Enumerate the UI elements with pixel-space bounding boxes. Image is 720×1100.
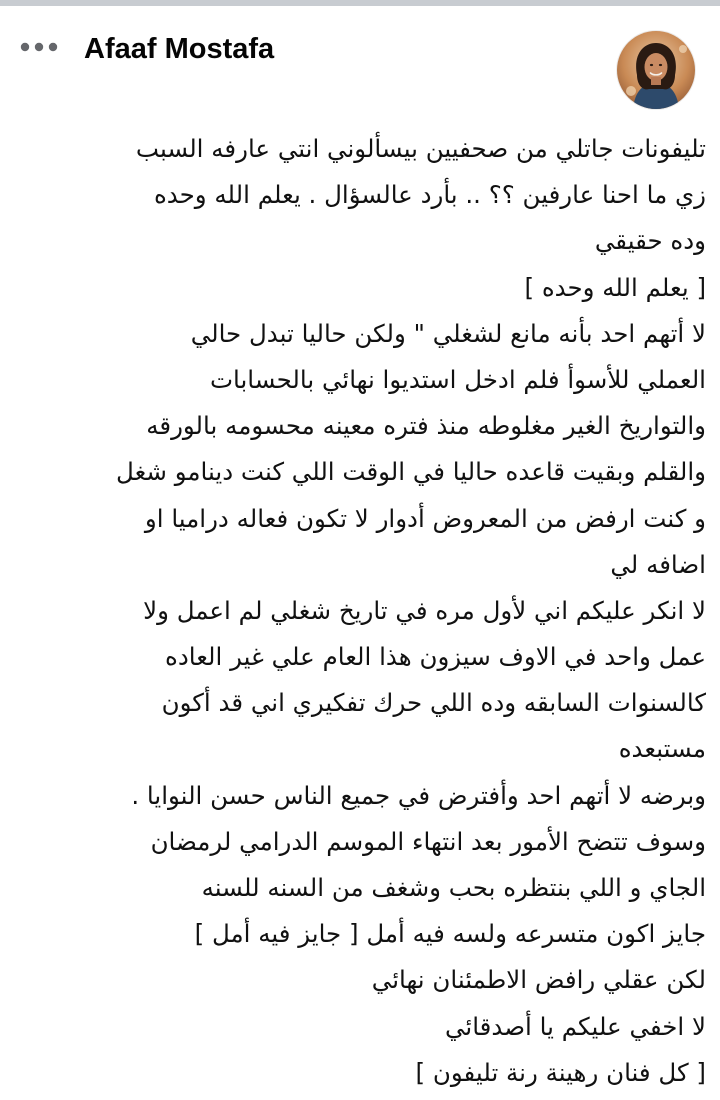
post-line-4: [ يعلم الله وحده ] [524, 272, 706, 302]
avatar[interactable] [617, 31, 695, 109]
post-line-13: كالسنوات السابقه وده اللي حرك تفكيري اني قد أكون [161, 688, 706, 718]
post-line-10: اضافه لي [610, 549, 706, 579]
post-line-5: لا أتهم احد بأنه مانع لشغلي " ولكن حاليا تبدل حالي [190, 318, 706, 348]
post-header [0, 6, 720, 112]
post-line-11: لا انكر عليكم اني لأول مره في تاريخ شغلي لم اعمل ولا [143, 595, 706, 625]
post-line-18: جايز اكون متسرعه ولسه فيه أمل [ جايز فيه أمل ] [194, 919, 706, 949]
more-horizontal-icon [19, 41, 59, 53]
post-line-3: وده حقيقي [594, 226, 706, 256]
post-line-14: مستبعده [618, 734, 706, 764]
author-name[interactable]: Afaaf Mostafa [84, 33, 275, 65]
post-line-2: زي ما احنا عارفين ؟؟ .. بأرد عالسؤال . يعلم الله وحده [153, 180, 706, 210]
post-line-1: تليفونات جاتلي من صحفيين بيسألوني انتي عارفه السبب [135, 134, 706, 163]
post-line-20: لا اخفي عليكم يا أصدقائي [444, 1011, 706, 1041]
post-line-8: والقلم وبقيت قاعده حاليا في الوقت اللي كنت دينامو شغل [116, 457, 706, 487]
post-line-12: عمل واحد في الاوف سيزون هذا العام علي غير العاده [165, 642, 706, 672]
post-line-16: وسوف تتضح الأمور بعد انتهاء الموسم الدرامي لرمضان [150, 826, 706, 856]
post-line-21: [ كل فنان رهينة رنة تليفون ] [415, 1057, 706, 1087]
post-line-7: والتواريخ الغير مغلوطه منذ فتره معينه محسومه بالورقه [146, 411, 706, 441]
more-options-button[interactable] [16, 34, 62, 60]
post-text [14, 126, 706, 1096]
post-line-19: لكن عقلي رافض الاطمئنان نهائي [371, 965, 706, 995]
post-line-9: و كنت ارفض من المعروض أدوار لا تكون فعاله دراميا او [144, 503, 706, 533]
post-line-15: وبرضه لا أتهم احد وأفترض في جميع الناس حسن النوايا . [131, 780, 706, 810]
post-line-17: الجاي و اللي بنتظره بحب وشغف من السنه للسنه [201, 873, 706, 902]
post-line-6: العملي للأسوأ فلم ادخل استديوا نهائي بالحسابات [209, 364, 706, 394]
profile-photo [617, 31, 695, 109]
